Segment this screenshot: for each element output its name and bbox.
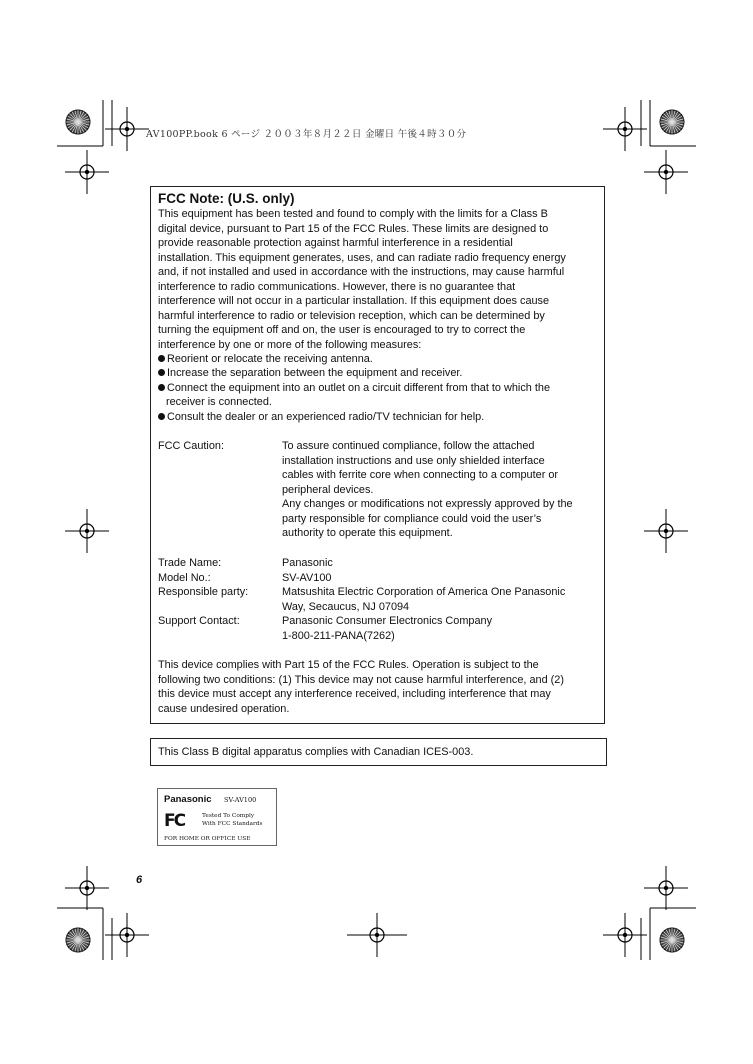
text-line: Matsushita Electric Corporation of America One Panasonic [282, 586, 566, 598]
fcc-compliance-label [157, 788, 277, 846]
registration-dot [664, 170, 668, 174]
support-contact-label: Support Contact: [158, 615, 240, 627]
text-line: authority to operate this equipment. [282, 527, 453, 539]
text-line: interference by one or more of the following measures: [158, 338, 422, 351]
measure-continuation: receiver is connected. [166, 396, 272, 408]
text-line: provide reasonable protection against harmful interference in a residential [158, 237, 513, 249]
compliance-paragraph [158, 658, 598, 716]
fcc-logo-icon: FC [164, 811, 185, 831]
running-head: AV100PP.book 6 ページ ２００３年８月２２日 金曜日 午後４時３０分 [146, 129, 467, 140]
use-text: FOR HOME OR OFFICE USE [164, 836, 251, 842]
text-line: harmful interference to radio or television reception, which can be determined by [158, 309, 545, 322]
text-line: installation instructions and use only shielded interface [282, 454, 545, 467]
text-line: This device complies with Part 15 of the FCC Rules. Operation is subject to the [158, 659, 539, 671]
text-line: 1-800-211-PANA(7262) [282, 629, 395, 642]
text-line: To assure continued compliance, follow the attached [282, 440, 535, 452]
bullet-icon [158, 413, 165, 420]
text-line: turning the equipment off and on, the user is encouraged to try to correct the [158, 324, 526, 336]
page-number: 6 [136, 874, 143, 886]
registration-dot [623, 933, 627, 937]
measure-text: Reorient or relocate the receiving antenna. [167, 353, 373, 365]
canada-notice-text: This Class B digital apparatus complies with Canadian ICES-003. [158, 746, 474, 758]
text-line: and, if not installed and used in accordance with the instructions, may cause harmful [158, 266, 565, 278]
text-line: interference to radio communications. However, there is no guarantee that [158, 280, 516, 293]
responsible-party-label: Responsible party: [158, 586, 249, 598]
text-line: following two conditions: (1) This device may not cause harmful interference, and (2) [158, 673, 564, 686]
text-line: With FCC Standards [202, 821, 263, 827]
bullet-icon [158, 369, 165, 376]
registration-dot [664, 886, 668, 890]
fcc-caution-text [282, 439, 598, 541]
text-line: Any changes or modifications not expressly approved by the [282, 498, 573, 510]
measure-text: Consult the dealer or an experienced radio/TV technician for help. [167, 411, 485, 423]
text-line: peripheral devices. [282, 483, 374, 496]
text-line: interference will not occur in a particular installation. If this equipment does cause [158, 295, 550, 307]
fcc-note-paragraph [158, 207, 598, 352]
registration-dot [623, 127, 627, 131]
bullet-icon [158, 384, 165, 391]
tested-text [202, 812, 262, 828]
support-contact-value [282, 614, 598, 643]
responsible-party-value [282, 585, 598, 614]
measure-text: Connect the equipment into an outlet on a circuit different from that to which the [167, 382, 551, 394]
trade-name-label: Trade Name: [158, 557, 222, 569]
measure-item [158, 381, 598, 396]
text-line: Tested To Comply [202, 813, 255, 819]
measure-text: Increase the separation between the equipment and receiver. [167, 367, 463, 379]
text-line: installation. This equipment generates, uses, and can radiate radio frequency energy [158, 251, 566, 264]
text-line: cables with ferrite core when connecting to a computer or [282, 469, 559, 481]
registration-dot [85, 886, 89, 890]
registration-dot [125, 933, 129, 937]
fcc-note-title: FCC Note: (U.S. only) [158, 191, 295, 206]
text-line: Way, Secaucus, NJ 07094 [282, 600, 410, 613]
model-label: Model No.: [158, 572, 211, 584]
text-line: party responsible for compliance could void the user’s [282, 512, 542, 525]
label-model: SV-AV100 [224, 796, 257, 804]
text-line: Panasonic Consumer Electronics Company [282, 615, 493, 627]
measure-item [158, 410, 598, 425]
registration-dot [85, 529, 89, 533]
registration-dot [125, 127, 129, 131]
measure-item [158, 352, 598, 367]
model-value: SV-AV100 [282, 572, 332, 584]
fcc-caution-label: FCC Caution: [158, 440, 224, 452]
text-line: this device must accept any interference received, including interference that may [158, 688, 551, 700]
registration-dot [375, 933, 379, 937]
text-line: digital device, pursuant to Part 15 of the FCC Rules. These limits are designed to [158, 222, 549, 235]
registration-dot [664, 529, 668, 533]
measure-item [158, 366, 598, 381]
text-line: This equipment has been tested and found to comply with the limits for a Class B [158, 208, 548, 220]
registration-dot [85, 170, 89, 174]
text-line: cause undesired operation. [158, 702, 290, 715]
brand-name: Panasonic [164, 794, 212, 805]
bullet-icon [158, 355, 165, 362]
trade-name-value: Panasonic [282, 557, 333, 569]
